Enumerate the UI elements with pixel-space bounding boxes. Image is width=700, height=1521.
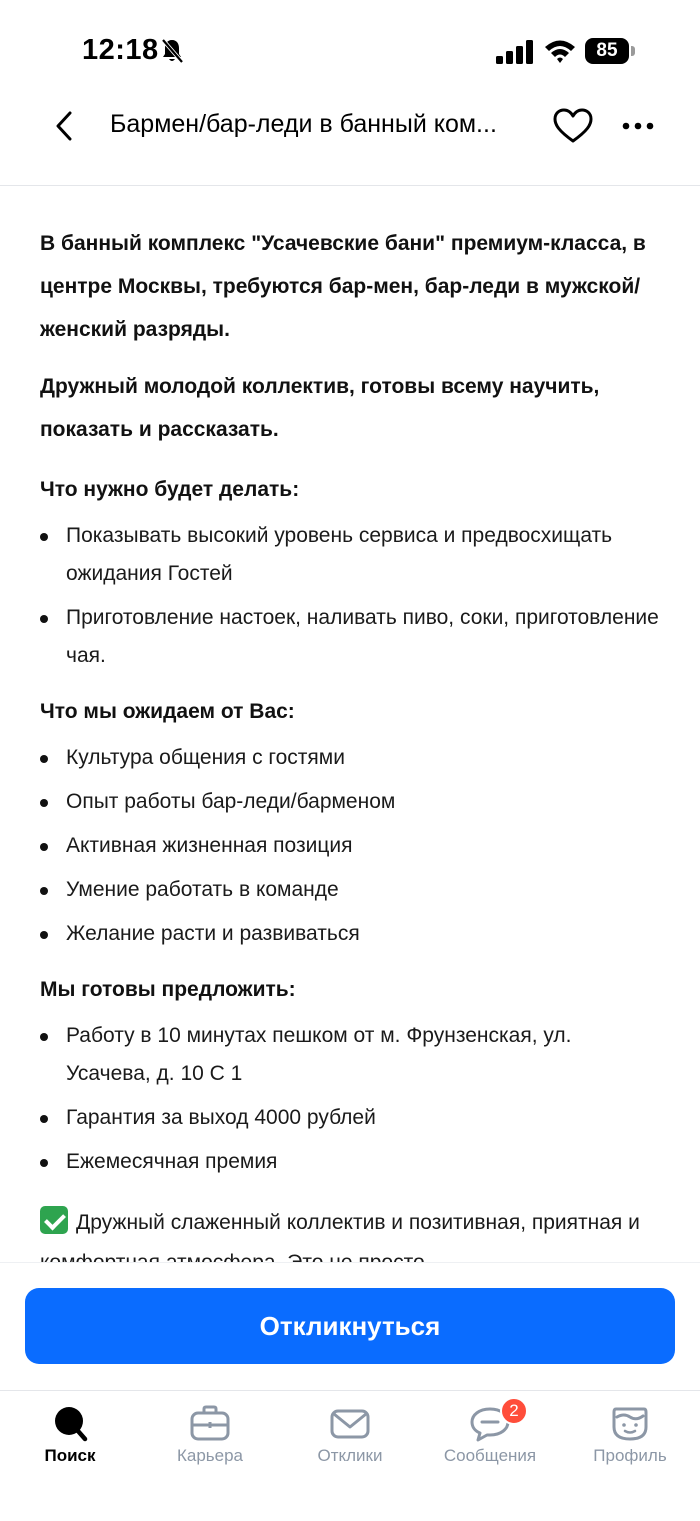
requirements-list bbox=[40, 739, 660, 953]
intro-paragraph: В банный комплекс "Усачевские бани" премиум-класса, в центре Москвы, требуются бар-мен, бар-леди в мужской/женский разряды. bbox=[40, 232, 646, 341]
heart-icon bbox=[553, 108, 593, 144]
list-item: Гарантия за выход 4000 рублей bbox=[40, 1099, 660, 1137]
cellular-signal-icon bbox=[496, 40, 534, 64]
profile-icon bbox=[608, 1403, 652, 1443]
tab-label: Сообщения bbox=[443, 1446, 537, 1465]
list-item: Работу в 10 минутах пешком от м. Фрунзенская, ул. Усачева, д. 10 С 1 bbox=[40, 1017, 660, 1093]
page-header bbox=[0, 96, 700, 186]
check-mark-icon bbox=[40, 1206, 68, 1234]
list-item: Желание расти и развиваться bbox=[40, 915, 660, 953]
more-options-button[interactable] bbox=[616, 104, 660, 148]
action-panel bbox=[0, 1262, 700, 1390]
section-title-offer: Мы готовы предложить: bbox=[40, 978, 296, 1001]
battery-indicator bbox=[585, 38, 635, 64]
list-item: Умение работать в команде bbox=[40, 871, 660, 909]
tab-career[interactable] bbox=[140, 1391, 280, 1491]
tab-label: Карьера bbox=[176, 1446, 244, 1465]
list-item: Культура общения с гостями bbox=[40, 739, 660, 777]
tab-label: Отклики bbox=[317, 1446, 383, 1465]
bottom-tab-bar bbox=[0, 1390, 700, 1521]
tab-label: Профиль bbox=[593, 1446, 667, 1465]
tab-label: Поиск bbox=[44, 1446, 96, 1465]
vacancy-description bbox=[0, 186, 700, 1262]
list-item: Показывать высокий уровень сервиса и предвосхищать ожидания Гостей bbox=[40, 517, 660, 593]
page-title: Бармен/бар-леди в банный ком... bbox=[110, 110, 497, 138]
team-paragraph: Дружный молодой коллектив, готовы всему научить, показать и рассказать. bbox=[40, 375, 600, 441]
list-item: Ежемесячная премия bbox=[40, 1143, 660, 1181]
section-title-duties: Что нужно будет делать: bbox=[40, 478, 300, 501]
battery-level: 85 bbox=[585, 38, 629, 64]
atmosphere-text: Дружный слаженный коллектив и позитивная, приятная и bbox=[76, 1211, 640, 1234]
favorite-button[interactable] bbox=[551, 104, 595, 148]
status-time: 12:18 bbox=[82, 34, 159, 66]
mail-icon bbox=[328, 1403, 372, 1443]
list-item: Приготовление настоек, наливать пиво, соки, приготовление чая. bbox=[40, 599, 660, 675]
status-bar bbox=[0, 0, 700, 100]
apply-button[interactable]: Откликнуться bbox=[25, 1288, 675, 1364]
offer-list bbox=[40, 1017, 660, 1181]
search-icon bbox=[48, 1403, 92, 1443]
duties-list bbox=[40, 517, 660, 675]
tab-search[interactable] bbox=[0, 1391, 140, 1491]
more-dots-icon bbox=[622, 122, 654, 130]
briefcase-icon bbox=[188, 1403, 232, 1443]
messages-badge: 2 bbox=[500, 1397, 528, 1425]
tab-responses[interactable] bbox=[280, 1391, 420, 1491]
tab-profile[interactable] bbox=[560, 1391, 700, 1491]
bell-muted-icon bbox=[160, 38, 184, 64]
back-button[interactable] bbox=[44, 106, 84, 146]
list-item: Активная жизненная позиция bbox=[40, 827, 660, 865]
wifi-icon bbox=[543, 38, 577, 64]
list-item: Опыт работы бар-леди/барменом bbox=[40, 783, 660, 821]
chevron-left-icon bbox=[54, 110, 74, 142]
section-title-requirements: Что мы ожидаем от Вас: bbox=[40, 700, 295, 723]
battery-tip bbox=[631, 46, 635, 56]
tab-messages[interactable] bbox=[420, 1391, 560, 1491]
